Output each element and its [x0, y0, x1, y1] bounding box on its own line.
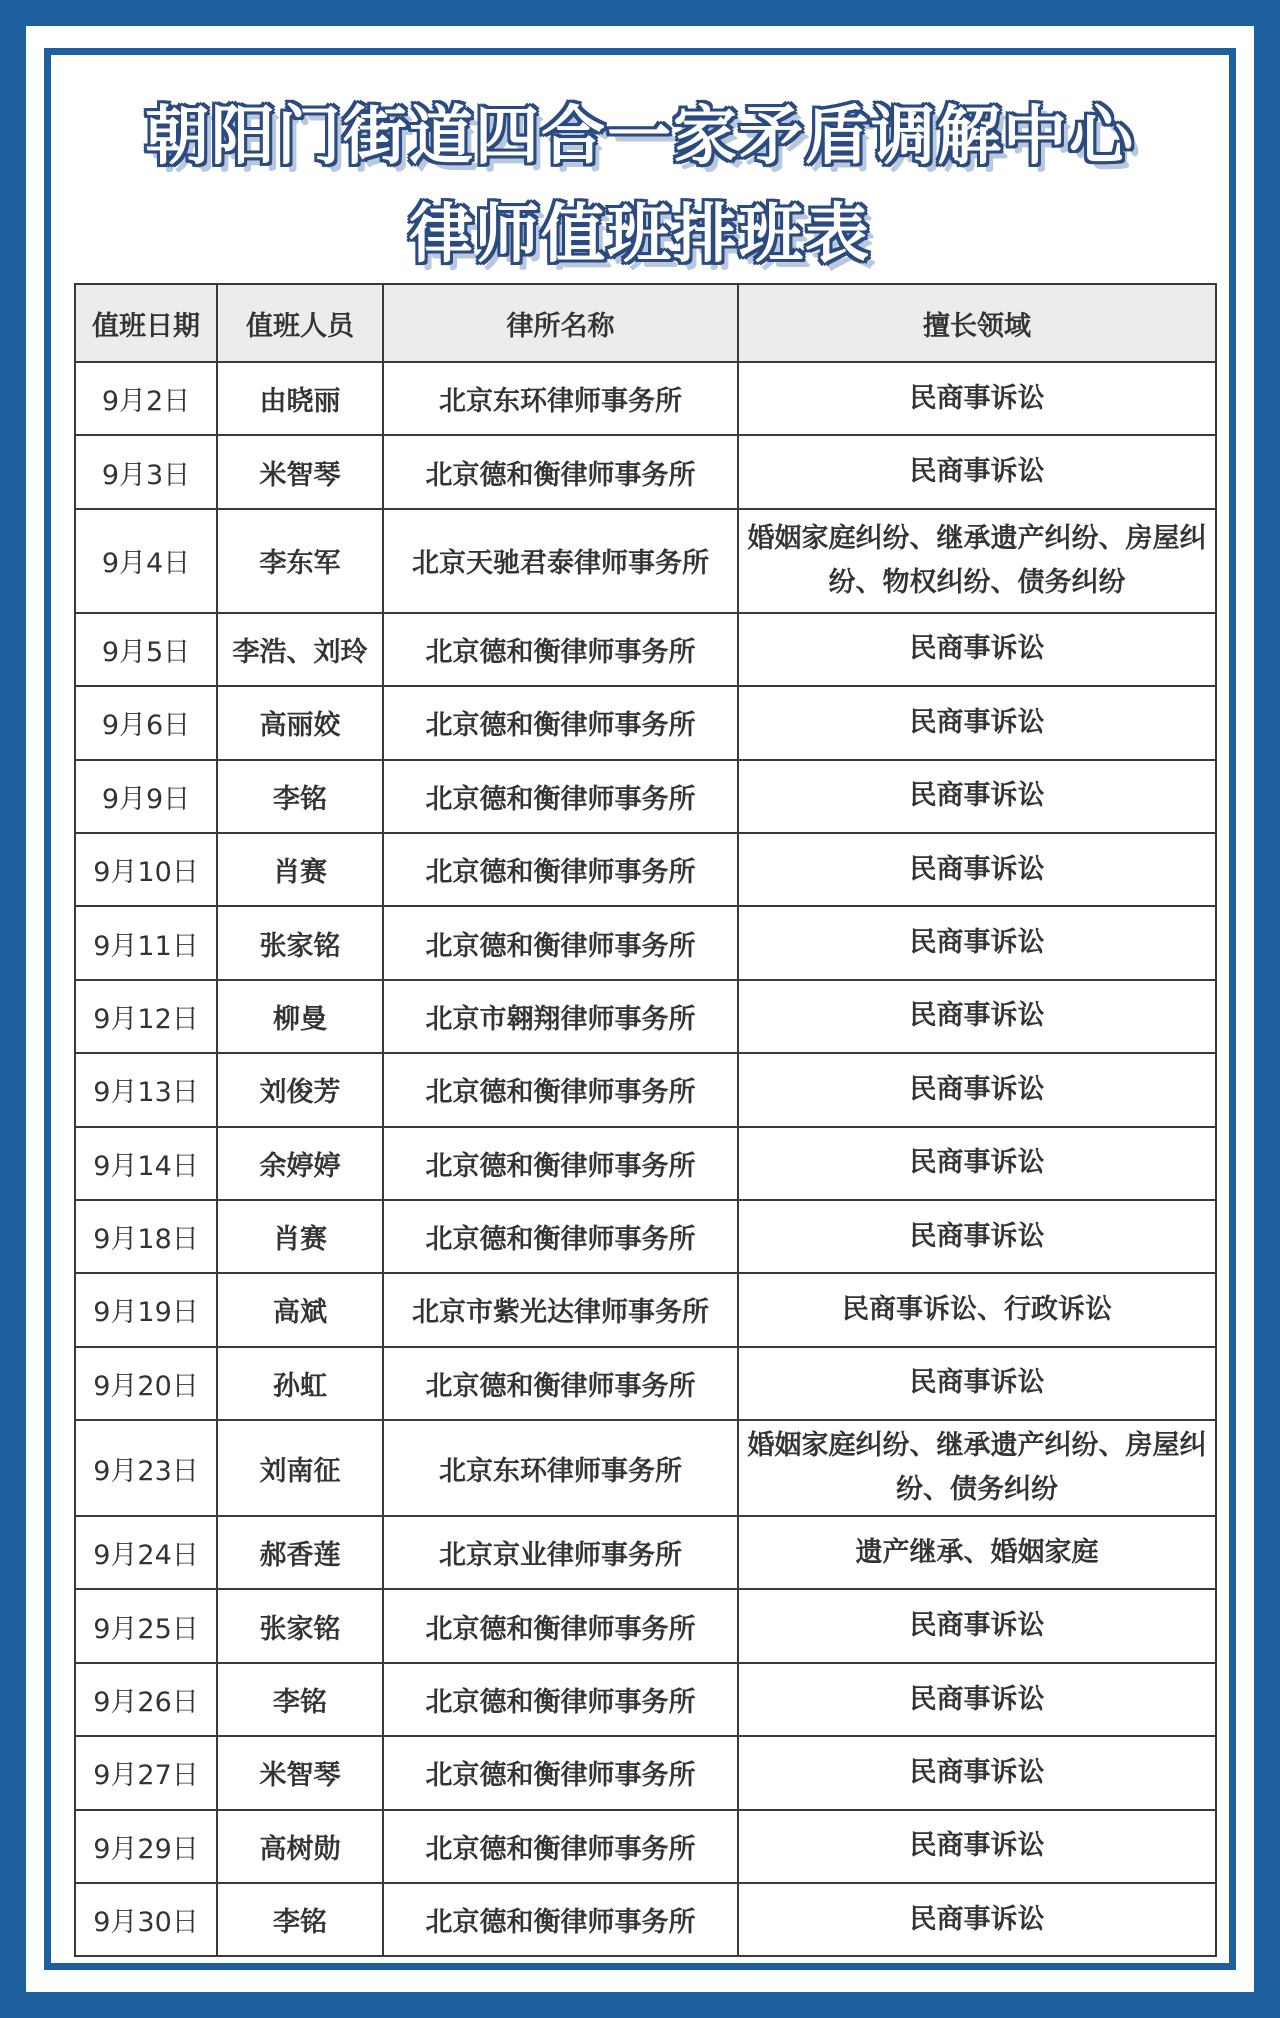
expertise-cell: 民商事诉讼 — [738, 906, 1216, 979]
table-header — [75, 284, 1216, 362]
table-row — [75, 1420, 1216, 1516]
duty-date-cell: 9月6日 — [75, 686, 217, 759]
table-row — [75, 509, 1216, 613]
duty-date-cell: 9月14日 — [75, 1127, 217, 1200]
duty-date-cell: 9月30日 — [75, 1883, 217, 1956]
duty-date-cell: 9月9日 — [75, 760, 217, 833]
duty-person-cell: 李浩、刘玲 — [217, 613, 383, 686]
duty-person-cell: 肖赛 — [217, 833, 383, 906]
duty-person-cell: 余婷婷 — [217, 1127, 383, 1200]
table-row — [75, 833, 1216, 906]
law-firm-cell: 北京德和衡律师事务所 — [383, 613, 738, 686]
law-firm-cell: 北京德和衡律师事务所 — [383, 1810, 738, 1883]
law-firm-cell: 北京德和衡律师事务所 — [383, 1200, 738, 1273]
duty-person-cell: 肖赛 — [217, 1200, 383, 1273]
table-row — [75, 613, 1216, 686]
title-line-2: 律师值班排班表 — [409, 198, 871, 272]
duty-person-cell: 李铭 — [217, 1883, 383, 1956]
duty-date-cell: 9月13日 — [75, 1053, 217, 1126]
header-row — [75, 284, 1216, 362]
duty-person-cell: 李铭 — [217, 760, 383, 833]
expertise-cell: 民商事诉讼 — [738, 1589, 1216, 1662]
table-row — [75, 1589, 1216, 1662]
law-firm-cell: 北京京业律师事务所 — [383, 1516, 738, 1589]
law-firm-cell: 北京天驰君泰律师事务所 — [383, 509, 738, 613]
expertise-cell: 民商事诉讼 — [738, 1200, 1216, 1273]
duty-person-cell: 郝香莲 — [217, 1516, 383, 1589]
duty-date-cell: 9月25日 — [75, 1589, 217, 1662]
duty-person-cell: 张家铭 — [217, 906, 383, 979]
table-row — [75, 980, 1216, 1053]
expertise-cell: 民商事诉讼 — [738, 362, 1216, 435]
table-row — [75, 1516, 1216, 1589]
expertise-cell: 民商事诉讼 — [738, 1347, 1216, 1420]
duty-person-cell: 高斌 — [217, 1273, 383, 1346]
duty-date-cell: 9月24日 — [75, 1516, 217, 1589]
duty-date-cell: 9月12日 — [75, 980, 217, 1053]
expertise-cell: 民商事诉讼 — [738, 1127, 1216, 1200]
duty-person-cell: 李铭 — [217, 1663, 383, 1736]
law-firm-cell: 北京德和衡律师事务所 — [383, 1589, 738, 1662]
duty-date-cell: 9月10日 — [75, 833, 217, 906]
duty-date-cell: 9月19日 — [75, 1273, 217, 1346]
law-firm-cell: 北京东环律师事务所 — [383, 362, 738, 435]
duty-person-cell: 米智琴 — [217, 435, 383, 508]
expertise-cell: 民商事诉讼 — [738, 613, 1216, 686]
expertise-cell: 民商事诉讼 — [738, 760, 1216, 833]
duty-date-cell: 9月26日 — [75, 1663, 217, 1736]
duty-date-cell: 9月3日 — [75, 435, 217, 508]
law-firm-cell: 北京东环律师事务所 — [383, 1420, 738, 1516]
table-row — [75, 435, 1216, 508]
law-firm-cell: 北京德和衡律师事务所 — [383, 1736, 738, 1809]
duty-date-cell: 9月20日 — [75, 1347, 217, 1420]
table-row — [75, 906, 1216, 979]
table-row — [75, 1127, 1216, 1200]
table-row — [75, 686, 1216, 759]
header-person: 值班人员 — [217, 284, 383, 362]
duty-person-cell: 刘俊芳 — [217, 1053, 383, 1126]
law-firm-cell: 北京德和衡律师事务所 — [383, 1053, 738, 1126]
duty-date-cell: 9月5日 — [75, 613, 217, 686]
law-firm-cell: 北京德和衡律师事务所 — [383, 1347, 738, 1420]
expertise-cell: 民商事诉讼 — [738, 1810, 1216, 1883]
law-firm-cell: 北京市翱翔律师事务所 — [383, 980, 738, 1053]
law-firm-cell: 北京德和衡律师事务所 — [383, 1663, 738, 1736]
law-firm-cell: 北京德和衡律师事务所 — [383, 1127, 738, 1200]
expertise-cell: 民商事诉讼 — [738, 1053, 1216, 1126]
law-firm-cell: 北京德和衡律师事务所 — [383, 686, 738, 759]
table-row — [75, 1200, 1216, 1273]
expertise-cell: 民商事诉讼 — [738, 1736, 1216, 1809]
table-body — [75, 362, 1216, 1956]
duty-date-cell: 9月4日 — [75, 509, 217, 613]
law-firm-cell: 北京德和衡律师事务所 — [383, 435, 738, 508]
duty-person-cell: 高树勋 — [217, 1810, 383, 1883]
expertise-cell: 民商事诉讼 — [738, 833, 1216, 906]
duty-date-cell: 9月27日 — [75, 1736, 217, 1809]
header-date: 值班日期 — [75, 284, 217, 362]
page-title — [0, 88, 1280, 284]
table-row — [75, 1736, 1216, 1809]
duty-person-cell: 孙虹 — [217, 1347, 383, 1420]
duty-date-cell: 9月11日 — [75, 906, 217, 979]
expertise-cell: 民商事诉讼 — [738, 686, 1216, 759]
expertise-cell: 遗产继承、婚姻家庭 — [738, 1516, 1216, 1589]
duty-person-cell: 李东军 — [217, 509, 383, 613]
duty-person-cell: 柳曼 — [217, 980, 383, 1053]
table-row — [75, 1347, 1216, 1420]
expertise-cell: 民商事诉讼 — [738, 435, 1216, 508]
law-firm-cell: 北京德和衡律师事务所 — [383, 760, 738, 833]
law-firm-cell: 北京市紫光达律师事务所 — [383, 1273, 738, 1346]
table-row — [75, 760, 1216, 833]
duty-date-cell: 9月23日 — [75, 1420, 217, 1516]
expertise-cell: 婚姻家庭纠纷、继承遗产纠纷、房屋纠纷、债务纠纷 — [738, 1420, 1216, 1516]
header-firm: 律所名称 — [383, 284, 738, 362]
law-firm-cell: 北京德和衡律师事务所 — [383, 1883, 738, 1956]
table-row — [75, 1053, 1216, 1126]
expertise-cell: 民商事诉讼 — [738, 1883, 1216, 1956]
table-row — [75, 1883, 1216, 1956]
table-row — [75, 1810, 1216, 1883]
law-firm-cell: 北京德和衡律师事务所 — [383, 833, 738, 906]
table-row — [75, 1273, 1216, 1346]
duty-person-cell: 由晓丽 — [217, 362, 383, 435]
table-row — [75, 362, 1216, 435]
expertise-cell: 民商事诉讼、行政诉讼 — [738, 1273, 1216, 1346]
duty-person-cell: 张家铭 — [217, 1589, 383, 1662]
duty-date-cell: 9月29日 — [75, 1810, 217, 1883]
duty-person-cell: 高丽姣 — [217, 686, 383, 759]
expertise-cell: 婚姻家庭纠纷、继承遗产纠纷、房屋纠纷、物权纠纷、债务纠纷 — [738, 509, 1216, 613]
duty-person-cell: 米智琴 — [217, 1736, 383, 1809]
duty-person-cell: 刘南征 — [217, 1420, 383, 1516]
expertise-cell: 民商事诉讼 — [738, 1663, 1216, 1736]
title-line-1: 朝阳门街道四合一家矛盾调解中心 — [145, 100, 1135, 174]
duty-date-cell: 9月18日 — [75, 1200, 217, 1273]
duty-date-cell: 9月2日 — [75, 362, 217, 435]
header-expertise: 擅长领域 — [738, 284, 1216, 362]
law-firm-cell: 北京德和衡律师事务所 — [383, 906, 738, 979]
duty-schedule-table — [74, 283, 1217, 1957]
expertise-cell: 民商事诉讼 — [738, 980, 1216, 1053]
table-row — [75, 1663, 1216, 1736]
